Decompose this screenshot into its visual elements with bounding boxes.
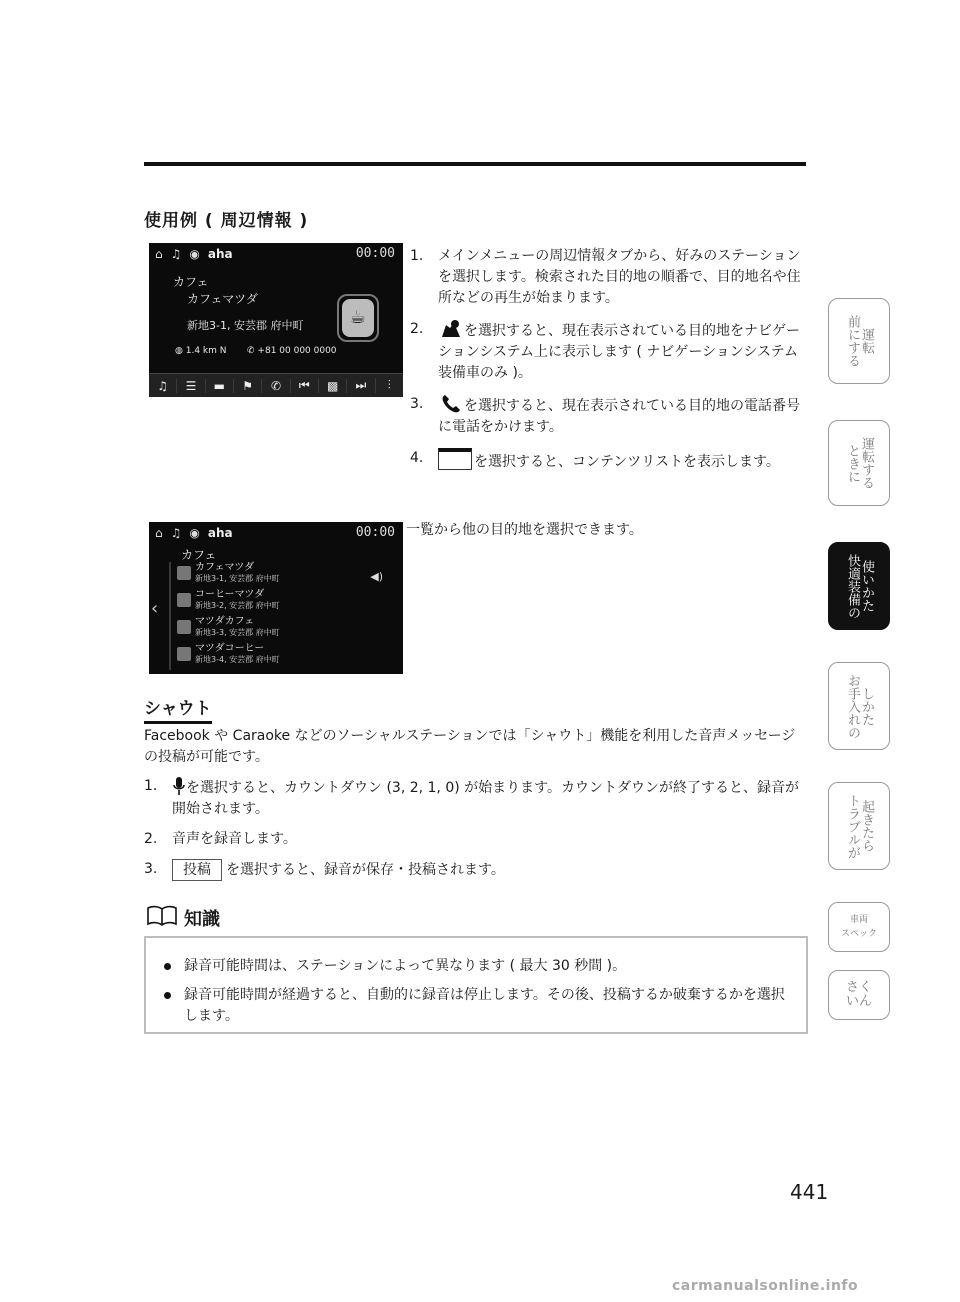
distance-value: 1.4 km N	[185, 346, 227, 356]
music-note-icon: ♫	[170, 526, 182, 540]
thumbnail-icon	[177, 593, 191, 607]
tab-label-line: トラブルが	[845, 793, 860, 859]
post-button: 投稿	[172, 859, 222, 881]
tab-label-line: ときに	[845, 443, 860, 483]
tab-maintenance[interactable]	[828, 662, 890, 750]
step-text: を選択すると、現在表示されている目的地の電話番号に電話をかけます。	[438, 398, 800, 435]
shout-description: Facebook や Caraoke などのソーシャルステーションでは「シャウト」機能を利用した音声メッセージの投稿が可能です。	[144, 728, 796, 765]
step-number: 3.	[410, 396, 424, 412]
navigation-pin-icon	[438, 319, 464, 341]
list-item[interactable]	[175, 616, 393, 643]
music-note-icon: ♫	[170, 247, 182, 261]
tab-while-driving[interactable]	[828, 420, 890, 506]
step-number: 4.	[410, 450, 424, 466]
speaker-icon: ◀)	[370, 570, 383, 583]
tab-label-line: 運転	[859, 328, 874, 354]
navigation-pin-icon[interactable]: ⚑	[234, 379, 262, 393]
open-book-icon	[146, 904, 178, 931]
tab-label-line: さく	[845, 980, 872, 995]
top-rule	[144, 162, 806, 166]
step-text: を選択すると、現在表示されている目的地をナビゲーションシステム上に表示します ( ナビゲーションシステム装備車のみ )。	[438, 323, 800, 381]
next-track-icon[interactable]: ⏭	[347, 378, 375, 393]
tab-label-line: 起きたら	[859, 800, 874, 852]
tab-label-line: 使いかた	[859, 560, 874, 612]
aha-logo-icon: ◉	[189, 526, 200, 540]
destination-name: カフェマツダ	[187, 292, 258, 306]
bottom-toolbar	[149, 373, 403, 397]
list-item[interactable]	[175, 589, 393, 616]
previous-track-icon[interactable]: ⏮	[291, 378, 319, 393]
list-rail	[169, 562, 171, 670]
item-address: 新地3-2, 安芸郡 府中町	[195, 601, 280, 610]
item-title: マツダコーヒー	[195, 643, 265, 654]
shout-steps	[144, 776, 808, 890]
back-chevron-icon[interactable]: ‹	[151, 598, 159, 619]
phone-icon[interactable]: ✆	[262, 379, 290, 393]
knowledge-heading	[146, 904, 220, 931]
step-number: 2.	[144, 831, 158, 847]
shout-step-1	[144, 776, 808, 820]
aha-label: aha	[207, 526, 233, 540]
aha-label: aha	[207, 247, 233, 261]
thumbnail-icon	[177, 566, 191, 580]
step-text: を選択すると、コンテンツリストを表示します。	[474, 454, 780, 470]
usage-steps	[410, 246, 810, 483]
tab-index[interactable]	[828, 970, 890, 1020]
step-number: 2.	[410, 321, 424, 337]
list-item[interactable]	[175, 643, 393, 670]
music-note-icon[interactable]: ♫	[149, 379, 177, 393]
tab-label-line: 快適装備の	[845, 553, 860, 619]
content-list-icon	[438, 448, 472, 470]
phone-icon	[438, 394, 464, 416]
nearby-detail-screen	[149, 243, 403, 397]
shout-title: シャウト	[144, 694, 212, 724]
step-2	[410, 319, 810, 384]
distance-readout	[175, 346, 226, 356]
list-note: 一覧から他の目的地を選択できます。	[406, 522, 643, 538]
tab-specifications[interactable]	[828, 902, 890, 952]
tab-trouble[interactable]	[828, 782, 890, 870]
tab-label-line: いん	[845, 994, 872, 1009]
step-1	[410, 246, 810, 309]
home-icon: ⌂	[155, 247, 163, 261]
step-number: 1.	[410, 248, 424, 264]
step-3	[410, 394, 810, 438]
step-4	[410, 448, 810, 473]
thumbnail-icon	[177, 620, 191, 634]
nearby-list-screen	[149, 522, 403, 674]
item-address: 新地3-1, 安芸郡 府中町	[195, 574, 280, 583]
tab-label-line: 運転する	[859, 437, 874, 489]
tab-label-line: スペック	[840, 929, 877, 939]
section-title: 使用例 ( 周辺情報 )	[144, 211, 309, 231]
category-label: カフェ	[173, 275, 209, 289]
step-text: メインメニューの周辺情報タブから、好みのステーションを選択します。検索された目的地の順番で、目的地名や住所などの再生が始まります。	[438, 248, 801, 306]
step-number: 3.	[144, 861, 158, 877]
tab-label-line: 車両	[849, 915, 868, 925]
shout-step-2	[144, 829, 808, 850]
step-text: 音声を録音します。	[172, 831, 297, 847]
list-icon[interactable]: ☰	[177, 379, 205, 393]
page-number: 441	[790, 1180, 829, 1204]
tab-label-line: 前にする	[845, 315, 860, 367]
clock: 00:00	[355, 246, 395, 261]
aha-logo-icon: ◉	[189, 247, 200, 261]
tab-label-line: しかた	[859, 686, 874, 726]
shout-step-3	[144, 859, 808, 881]
item-title: マツダカフェ	[195, 616, 255, 627]
destination-list	[175, 562, 393, 670]
category-label: カフェ	[181, 548, 217, 562]
phone-icon: ✆	[247, 346, 255, 356]
cafe-cup-icon: ☕	[342, 299, 374, 337]
knowledge-bullet: 録音可能時間は、ステーションによって異なります ( 最大 30 秒間 )。	[162, 956, 788, 977]
equalizer-icon[interactable]: ⫶	[387, 378, 391, 392]
step-text: を選択すると、録音が保存・投稿されます。	[226, 862, 505, 878]
phone-value: +81 00 000 0000	[257, 346, 337, 356]
knowledge-box	[144, 936, 808, 1034]
list-item[interactable]	[175, 562, 393, 589]
tab-comfort-features[interactable]	[828, 542, 890, 630]
tab-label-line: お手入れの	[845, 673, 860, 739]
step-text: を選択すると、カウントダウン (3, 2, 1, 0) が始まります。カウントダウンが終了すると、録音が開始されます。	[172, 780, 800, 817]
tab-before-driving[interactable]	[828, 298, 890, 384]
item-title: コーヒーマツダ	[195, 589, 265, 600]
knowledge-bullet: 録音可能時間が経過すると、自動的に録音は停止します。その後、投稿するか破棄するかを選択します。	[162, 985, 788, 1027]
item-title: カフェマツダ	[195, 562, 255, 573]
home-icon: ⌂	[155, 526, 163, 540]
item-address: 新地3-3, 安芸郡 府中町	[195, 628, 280, 637]
watermark: carmanualsonline.info	[672, 1278, 859, 1294]
step-number: 1.	[144, 778, 158, 794]
item-address: 新地3-4, 安芸郡 府中町	[195, 655, 280, 664]
knowledge-title: 知識	[184, 908, 220, 930]
globe-icon: ◍	[175, 346, 183, 356]
thumb-icon[interactable]: ▩	[319, 379, 347, 393]
clock: 00:00	[355, 525, 395, 540]
phone-readout	[247, 346, 337, 356]
destination-address: 新地3-1, 安芸郡 府中町	[187, 319, 304, 332]
thumbnail-icon	[177, 647, 191, 661]
folder-icon[interactable]: ▬	[206, 379, 234, 393]
microphone-icon	[172, 776, 186, 798]
